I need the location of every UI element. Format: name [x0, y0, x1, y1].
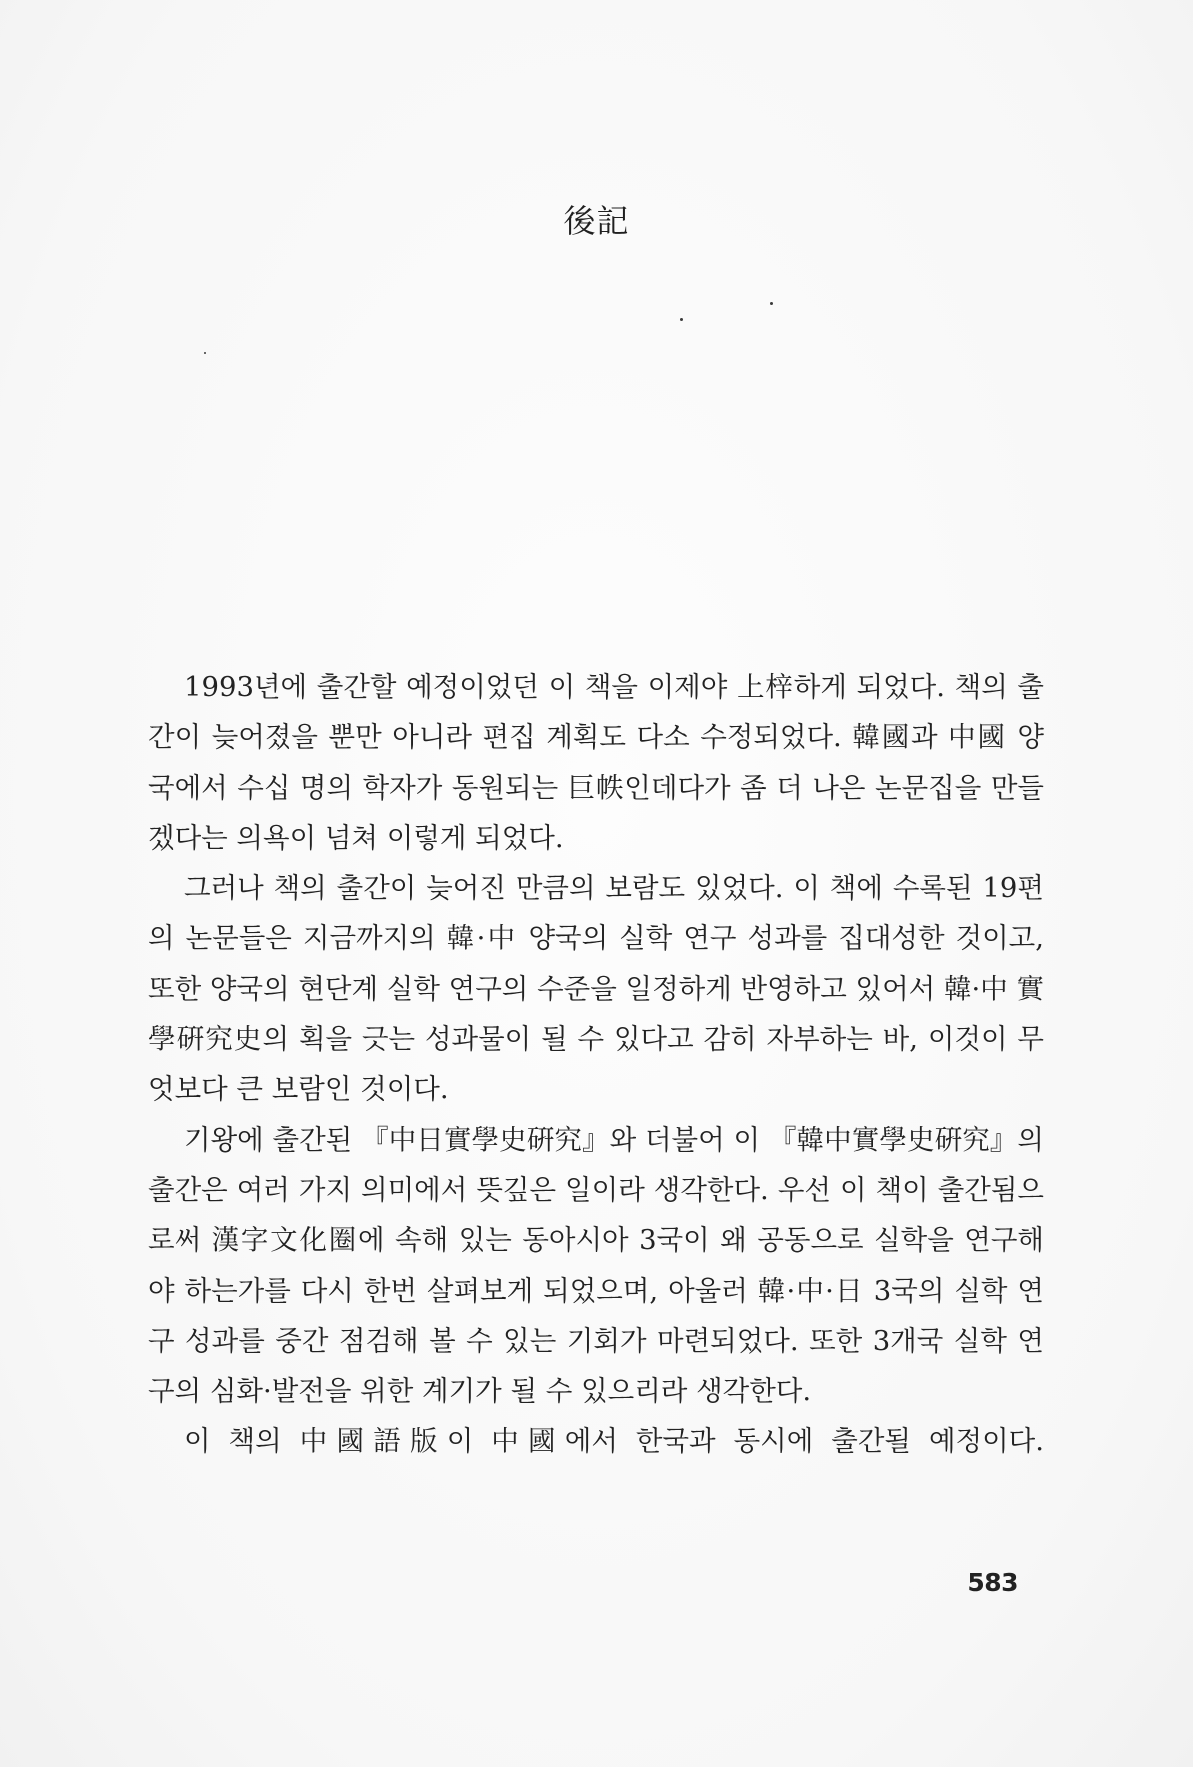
page-number: 583: [967, 1568, 1018, 1597]
page-title: 後記: [563, 202, 630, 240]
paragraph-3: 기왕에 출간된 『中日實學史硏究』와 더불어 이 『韓中實學史硏究』의 출간은 여러 가지 의미에서 뜻깊은 일이라 생각한다. 우선 이 책이 출간됨으로써 漢字文化圈에 속해 있는 동아시아 3국이 왜 공동으로 실학을 연구해야 하는가를 다시 한번 살펴보게 되었으며, 아울러 韓·中·日 3국의 실학 연구 성과를 중간 점검해 볼 수 있는 기회가 마련되었다. 또한 3개국 실학 연구의 심화·발전을 위한 계기가 될 수 있으리라 생각한다.: [148, 1123, 1044, 1408]
paragraph-2: 그러나 책의 출간이 늦어진 만큼의 보람도 있었다. 이 책에 수록된 19편의 논문들은 지금까지의 韓·中 양국의 실학 연구 성과를 집대성한 것이고, 또한 양국의 현단계 실학 연구의 수준을 일정하게 반영하고 있어서 韓·中 實學硏究史의 획을 긋는 성과물이 될 수 있다고 감히 자부하는 바, 이것이 무엇보다 큰 보람인 것이다.: [148, 872, 1044, 1106]
paragraph-4: 이 책의 中國語版이 中國에서 한국과 동시에 출간될 예정이다.: [184, 1425, 1044, 1458]
paragraph-1: 1993년에 출간할 예정이었던 이 책을 이제야 上梓하게 되었다. 책의 출간이 늦어졌을 뿐만 아니라 편집 계획도 다소 수정되었다. 韓國과 中國 양국에서 수십 명의 학자가 동원되는 巨帙인데다가 좀 더 나은 논문집을 만들겠다는 의욕이 넘쳐 이렇게 되었다.: [148, 671, 1044, 854]
body-text: [148, 662, 1044, 1467]
